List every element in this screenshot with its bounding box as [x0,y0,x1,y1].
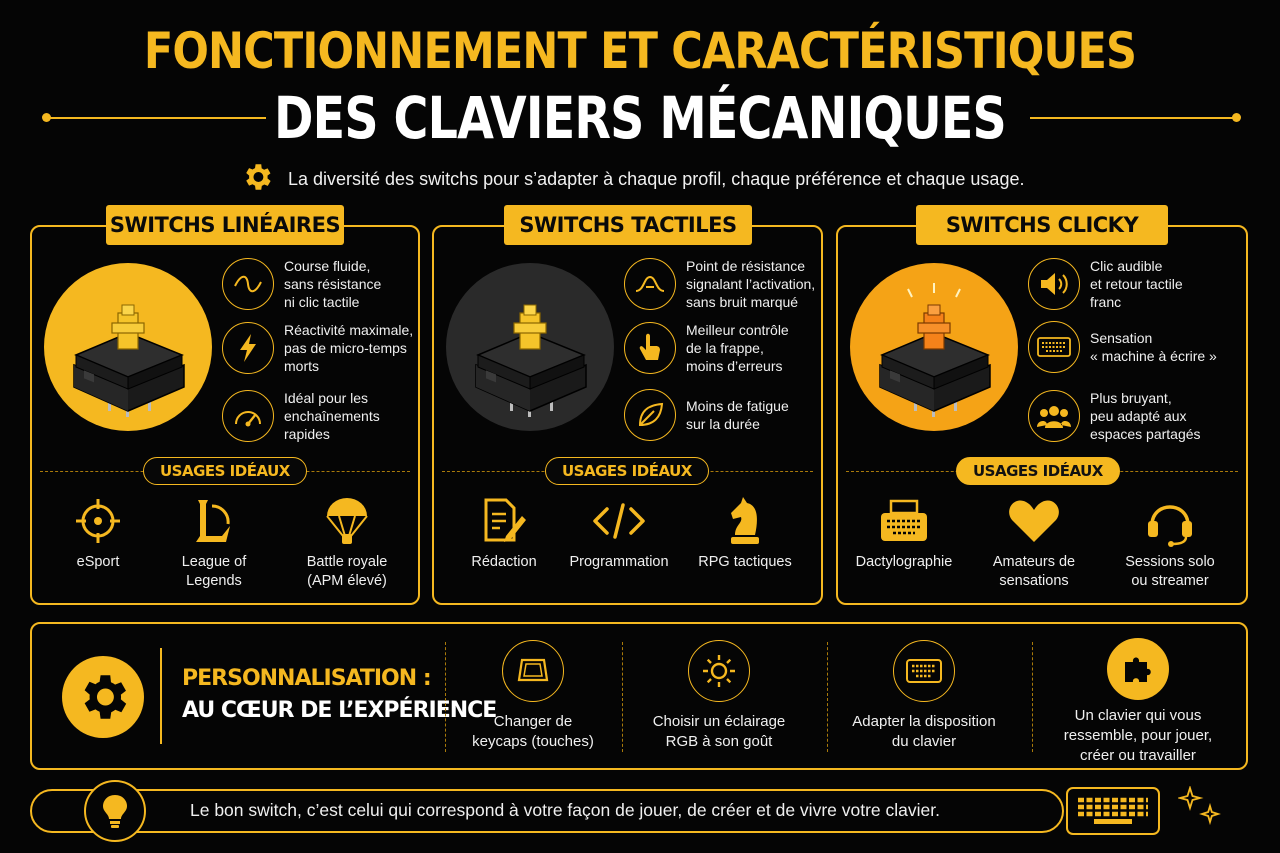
footer-text: Le bon switch, c’est celui qui correspond à votre façon de jouer, de créer et de vivre votre clavier. [190,800,940,820]
personalisation-rgb [634,640,804,752]
usage-league-of-legends [154,495,274,591]
panel-tactile-switches [432,213,823,605]
linear-switch-illustration [44,263,212,431]
panel-title: SWITCHS LINÉAIRES [106,205,344,245]
keyboard-icon [893,640,955,702]
finger-tap-icon [624,322,676,374]
usage-label: League of Legends [181,554,247,589]
sun-icon [688,640,750,702]
feature-less-fatigue [624,389,824,441]
item-divider [827,642,828,752]
personalisation-title: PERSONNALISATION : [182,666,431,691]
feature-text: Réactivité maximale, pas de micro-temps morts [284,322,414,374]
tactile-switch-illustration [446,263,614,431]
usages-label: USAGES IDÉAUX [545,457,709,485]
panel-clicky-switches [836,213,1248,605]
headset-icon [1110,495,1230,547]
subtitle-text: La diversité des switchs pour s’adapter à chaque profil, chaque préférence et chaque usage. [288,169,1025,189]
speaker-icon [1028,258,1080,310]
feature-smooth-travel [222,257,422,311]
wave-icon [222,258,274,310]
subtitle [240,160,1024,199]
usage-esport [38,495,158,572]
item-label: Changer de keycaps (touches) [472,713,594,750]
panel-linear-switches [30,213,420,605]
personalisation-your-keyboard [1048,638,1228,766]
people-icon [1028,390,1080,442]
usage-label: eSport [76,554,120,570]
usage-label: Amateurs de sensations [992,554,1076,589]
feature-typewriter-feel [1028,321,1228,373]
feature-text: Sensation « machine à écrire » [1090,330,1217,364]
item-label: Adapter la disposition du clavier [852,713,996,750]
usage-label: Rédaction [471,554,537,570]
lightbulb-icon [84,780,146,842]
usages-label: USAGES IDÉAUX [956,457,1120,485]
feature-text: Course fluide, sans résistance ni clic tactile [284,258,382,310]
feature-audible-click [1028,257,1228,311]
crosshair-icon [38,495,158,547]
typewriter-icon [844,495,964,547]
item-divider [622,642,623,752]
heart-icon [974,495,1094,547]
usage-writing [444,495,564,572]
keyboard-icon [1066,787,1160,835]
feature-text: Clic audible et retour tactile franc [1090,258,1183,310]
sparkle-icon [1178,786,1222,826]
document-pen-icon [444,495,564,547]
chess-knight-icon [685,495,805,547]
item-label: Un clavier qui vous ressemble, pour jouer, créer ou travailler [1063,707,1213,764]
usage-label: Sessions solo ou streamer [1125,554,1215,589]
usage-label: Dactylographie [855,554,953,570]
parachute-icon [287,495,407,547]
feature-text: Idéal pour les enchaînements rapides [284,390,380,442]
feature-text: Meilleur contrôle de la frappe, moins d’erreurs [686,322,789,374]
feature-noisy [1028,389,1228,443]
feature-text: Point de résistance signalant l’activation, sans bruit marqué [686,258,816,310]
item-label: Choisir un éclairage RGB à son goût [652,713,786,750]
usage-label: Battle royale (APM élevé) [306,554,388,589]
personalisation-layout [839,640,1009,752]
gear-icon [62,656,144,738]
usages-label: USAGES IDÉAUX [143,457,307,485]
item-divider [1032,642,1033,752]
usage-solo-streamer [1110,495,1230,591]
title-line-2: DES CLAVIERS MÉCANIQUES [274,84,1006,152]
keyboard-icon [1028,321,1080,373]
usage-label: RPG tactiques [698,554,792,570]
lightning-icon [222,322,274,374]
usage-sensation-lovers [974,495,1094,591]
panel-title: SWITCHS TACTILES [504,205,752,245]
puzzle-icon [1107,638,1169,700]
code-icon [559,495,679,547]
personalisation-panel [30,622,1248,770]
feature-resistance-point [624,257,824,311]
personalisation-subtitle: AU CŒUR DE L’EXPÉRIENCE [182,698,497,723]
clicky-switch-illustration [850,263,1018,431]
personalisation-keycaps [448,640,618,752]
item-divider [445,642,446,752]
speedometer-icon [222,390,274,442]
keycap-icon [502,640,564,702]
usage-label: Programmation [569,554,669,570]
personalisation-divider [160,648,162,744]
gear-icon [240,160,274,199]
feature-text: Moins de fatigue sur la durée [686,398,789,432]
feature-control [624,321,824,375]
panel-title: SWITCHS CLICKY [916,205,1168,245]
title-line-1: FONCTIONNEMENT ET CARACTÉRISTIQUES [143,22,1137,80]
feature-reactivity [222,321,422,375]
league-logo-icon [154,495,274,547]
usage-programming [559,495,679,572]
usage-typing [844,495,964,572]
usage-tactical-rpg [685,495,805,572]
bump-curve-icon [624,258,676,310]
feature-chaining [222,389,422,443]
leaf-icon [624,389,676,441]
feature-text: Plus bruyant, peu adapté aux espaces partagés [1090,390,1201,442]
usage-battle-royale [287,495,407,591]
